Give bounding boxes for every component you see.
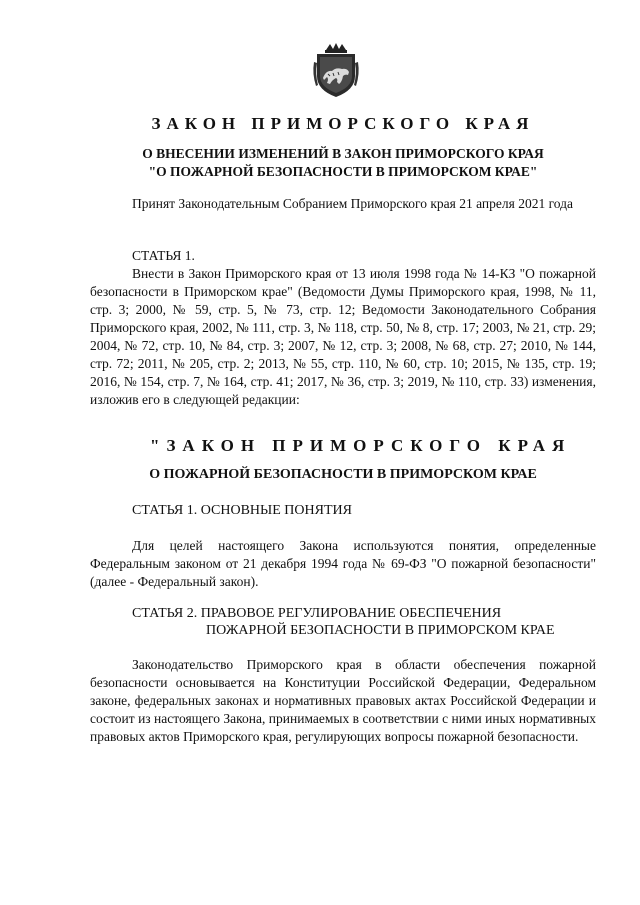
quoted-article-2-text: Законодательство Приморского края в области обеспечения пожарной безопасности основывается на Конституции Российской Федерации, Федеральном законе, федеральных законах и нормативных правовых актах Российской Федерации и состоит из настоящего Закона, принимаемых в соответствии с ними иных нормативных правовых актов Приморского края, регулирующих вопросы пожарной безопасности. bbox=[90, 657, 596, 744]
subtitle-line-2: "О ПОЖАРНОЙ БЕЗОПАСНОСТИ В ПРИМОРСКОМ КРАЕ" bbox=[148, 164, 538, 179]
quoted-law-subtitle: О ПОЖАРНОЙ БЕЗОПАСНОСТИ В ПРИМОРСКОМ КРАЕ bbox=[149, 467, 537, 482]
article-1-text: Внести в Закон Приморского края от 13 июля 1998 года № 14-КЗ "О пожарной безопасности в Приморском крае" (Ведомости Думы Приморского края, 1998, № 11, стр. 3; 2000, № 59, стр. 5, № 73, стр. 12; Ведомости Законодательного Собрания Приморского края, 2002, № 111, стр. 3, № 118, стр. 50, № 8, стр. 17; 2003, № 21, стр. 29; 2004, № 72, стр. 10, № 84, стр. 3; 2007, № 12, стр. 3; 2008, № 68, стр. 27; 2010, № 144, стр. 72; 2011, № 205, стр. 2; 2013, № 55, стр. 110, № 60, стр. 10; 2015, № 135, стр. 19; 2016, № 154, стр. 7, № 164, стр. 41; 2017, № 36, стр. 3; 2019, № 110, стр. 33) изменения, изложив его в следующей редакции: bbox=[90, 266, 596, 407]
law-title: ЗАКОН ПРИМОРСКОГО КРАЯ bbox=[151, 114, 535, 133]
quoted-article-1-text: Для целей настоящего Закона используются понятия, определенные Федеральным законом от 21 декабря 1994 года № 69-ФЗ "О пожарной безопасности" (далее - Федеральный закон). bbox=[90, 538, 596, 589]
quoted-law-title: "ЗАКОН ПРИМОРСКОГО КРАЯ bbox=[150, 436, 572, 455]
article-1-heading: СТАТЬЯ 1. bbox=[132, 248, 195, 263]
quoted-article-2-heading-line-1: СТАТЬЯ 2. ПРАВОВОЕ РЕГУЛИРОВАНИЕ ОБЕСПЕЧЕНИЯ bbox=[132, 606, 502, 621]
coat-of-arms-icon bbox=[312, 42, 360, 98]
quoted-article-2-heading-line-2: ПОЖАРНОЙ БЕЗОПАСНОСТИ В ПРИМОРСКОМ КРАЕ bbox=[206, 623, 555, 638]
adoption-note: Принят Законодательным Собранием Приморского края 21 апреля 2021 года bbox=[132, 196, 573, 211]
subtitle-line-1: О ВНЕСЕНИИ ИЗМЕНЕНИЙ В ЗАКОН ПРИМОРСКОГО КРАЯ bbox=[142, 146, 544, 161]
quoted-article-1-heading: СТАТЬЯ 1. ОСНОВНЫЕ ПОНЯТИЯ bbox=[132, 503, 352, 518]
